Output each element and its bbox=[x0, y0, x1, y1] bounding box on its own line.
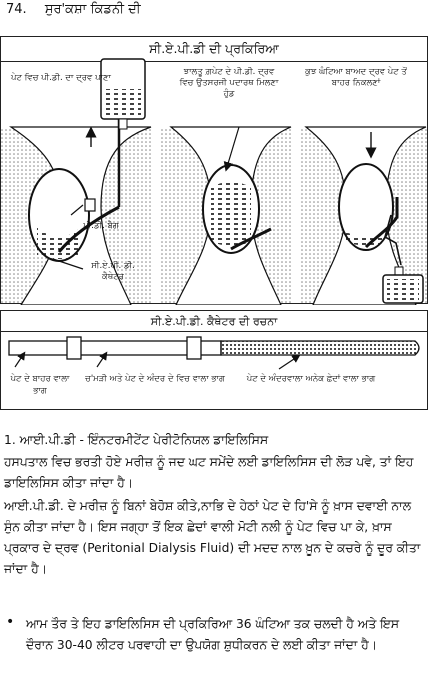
capd-process-figure bbox=[0, 36, 428, 304]
label-drain-out: ਕੁਝ ਘੰਟਿਆ ਬਾਅਦ ਦ੍ਰਵ ਪੇਟ ਤੋਂ ਬਾਹਰ ਨਿਕਲਣਾਂ bbox=[305, 67, 407, 88]
paragraph-3: ਆਮ ਤੌਰ ਤੇ ਇਹ ਡਾਇਲਿਸਿਸ ਦੀ ਪ੍ਰਕਿਰਿਆ 36 ਘੰਟਿਆ ਤਕ ਚਲਦੀ ਹੈ ਅਤੇ ਇਸ ਦੌਰਾਨ 30-40 ਲੀਟਰ ਪਰਵਾਹੀ ਦਾ ਉਪਯੋਗ ਸ਼ੁਧੀਕਰਨ ਦੇ ਲਈ ਕੀਤਾ ਜਾਂਦਾ ਹੈ। bbox=[26, 617, 399, 652]
panel-dwell bbox=[161, 127, 291, 305]
paragraph-2: ਆਈ.ਪੀ.ਡੀ. ਦੇ ਮਰੀਜ਼ ਨੂੰ ਬਿਨਾਂ ਬੇਹੋਸ਼ ਕੀਤੇ,ਨਾਭਿ ਦੇ ਹੇਠਾਂ ਪੇਟ ਦੇ ਹਿ'ਸੇ ਨੂੰ ਖ਼ਾਸ ਦਵਾਈ ਨਾਲ ਸੁੰਨ ਕੀਤਾ ਜਾਂਦਾ ਹੈ। ਇਸ ਜਗ੍ਹਾ ਤੋਂ ਇਕ ਛੇਦਾਂ ਵਾਲੀ ਮੋਟੀ ਨਲੀ ਨੂੰ ਪੇਟ ਵਿਚ ਪਾ ਕੇ, ਖ਼ਾਸ ਪ੍ਰਕਾਰ ਦੇ ਦ੍ਰਵ (Peritonial Dialysis Fluid) ਦੀ ਮਦਦ ਨਾਲ ਖ਼ੂਨ ਦੇ ਕਚਰੇ ਨੂੰ ਦੂਰ ਕੀਤਾ ਜਾਂਦਾ ਹੈ। bbox=[4, 499, 421, 576]
page-number: 74. bbox=[6, 2, 27, 17]
page-header bbox=[6, 2, 141, 17]
figure-title: ਸੀ.ਏ.ਪੀ.ਡੀ ਦੀ ਪ੍ਰਕਿਰਿਆ bbox=[149, 41, 279, 56]
section-heading: 1. ਆਈ.ਪੀ.ਡੀ - ਇੰਨਟਰਮੀਟੇਂਟ ਪੇਰੀਟੋਨਿਯਲ ਡਾਇਲਿਸਿਸ bbox=[4, 433, 269, 447]
label-middle-part: ਚ'ਮੜੀ ਅਤੇ ਪੇਟ ਦੇ ਅੰਦਰ ਦੇ ਵਿਚ ਵਾਲਾ ਭਾਗ bbox=[85, 374, 225, 384]
catheter-structure-figure bbox=[0, 310, 428, 410]
label-pd-bag: ਪੀ.ਡੀ. ਬੈਗ bbox=[83, 221, 119, 231]
label-fluid-in: ਪੇਟ ਵਿਚ ਪੀ.ਡੀ. ਦਾ ਦ੍ਰਵ ਪਾਣਾ bbox=[11, 73, 111, 83]
label-outside-part: ਪੇਟ ਦੇ ਬਾਹਰ ਵਾਲਾ ਭਾਗ bbox=[10, 374, 70, 396]
label-waste-exchange: ਝਾਲਤੂ ਗ਼ਪੇਟ ਦੇ ਪੀ.ਡੀ. ਦ੍ਰਵ ਵਿਚ ਉਤਸਰਜੀ ਪਦਾਰਥ ਮਿਲਣਾ ਹੁੰਡ bbox=[179, 67, 279, 99]
panel-drain bbox=[301, 127, 429, 305]
bullet-marker: • bbox=[6, 614, 15, 630]
label-inside-part: ਪੇਟ ਦੇ ਅੰਦਰਵਾਲਾ ਅਨੇਕ ਛੇਦਾਂ ਵਾਲਾ ਭਾਗ bbox=[246, 374, 376, 384]
running-title: ਸੁਰ'ਕਸ਼ਾ ਕਿਡਨੀ ਦੀ bbox=[44, 2, 141, 17]
paragraph-1: ਹਸਪਤਾਲ ਵਿਚ ਭਰਤੀ ਹੋਏ ਮਰੀਜ਼ ਨੂੰ ਜਦ ਘਟ ਸਮੇਂਦੇ ਲਈ ਡਾਇਲਿਸਿਸ ਦੀ ਲੋੜ ਪਵੇ, ਤਾਂ ਇਹ ਡਾਇਲਿਸਿਸ ਕੀਤਾ ਜਾਂਦਾ ਹੈ। bbox=[4, 455, 414, 490]
label-capd-catheter: ਸੀ.ਏ.ਪੀ. ਡੀ. ਕੈਥੇਟਰ bbox=[91, 261, 135, 282]
catheter-figure-title: ਸੀ.ਏ.ਪੀ.ਡੀ. ਕੈਥੇਟਰ ਦੀ ਰਚਨਾ bbox=[150, 315, 278, 328]
